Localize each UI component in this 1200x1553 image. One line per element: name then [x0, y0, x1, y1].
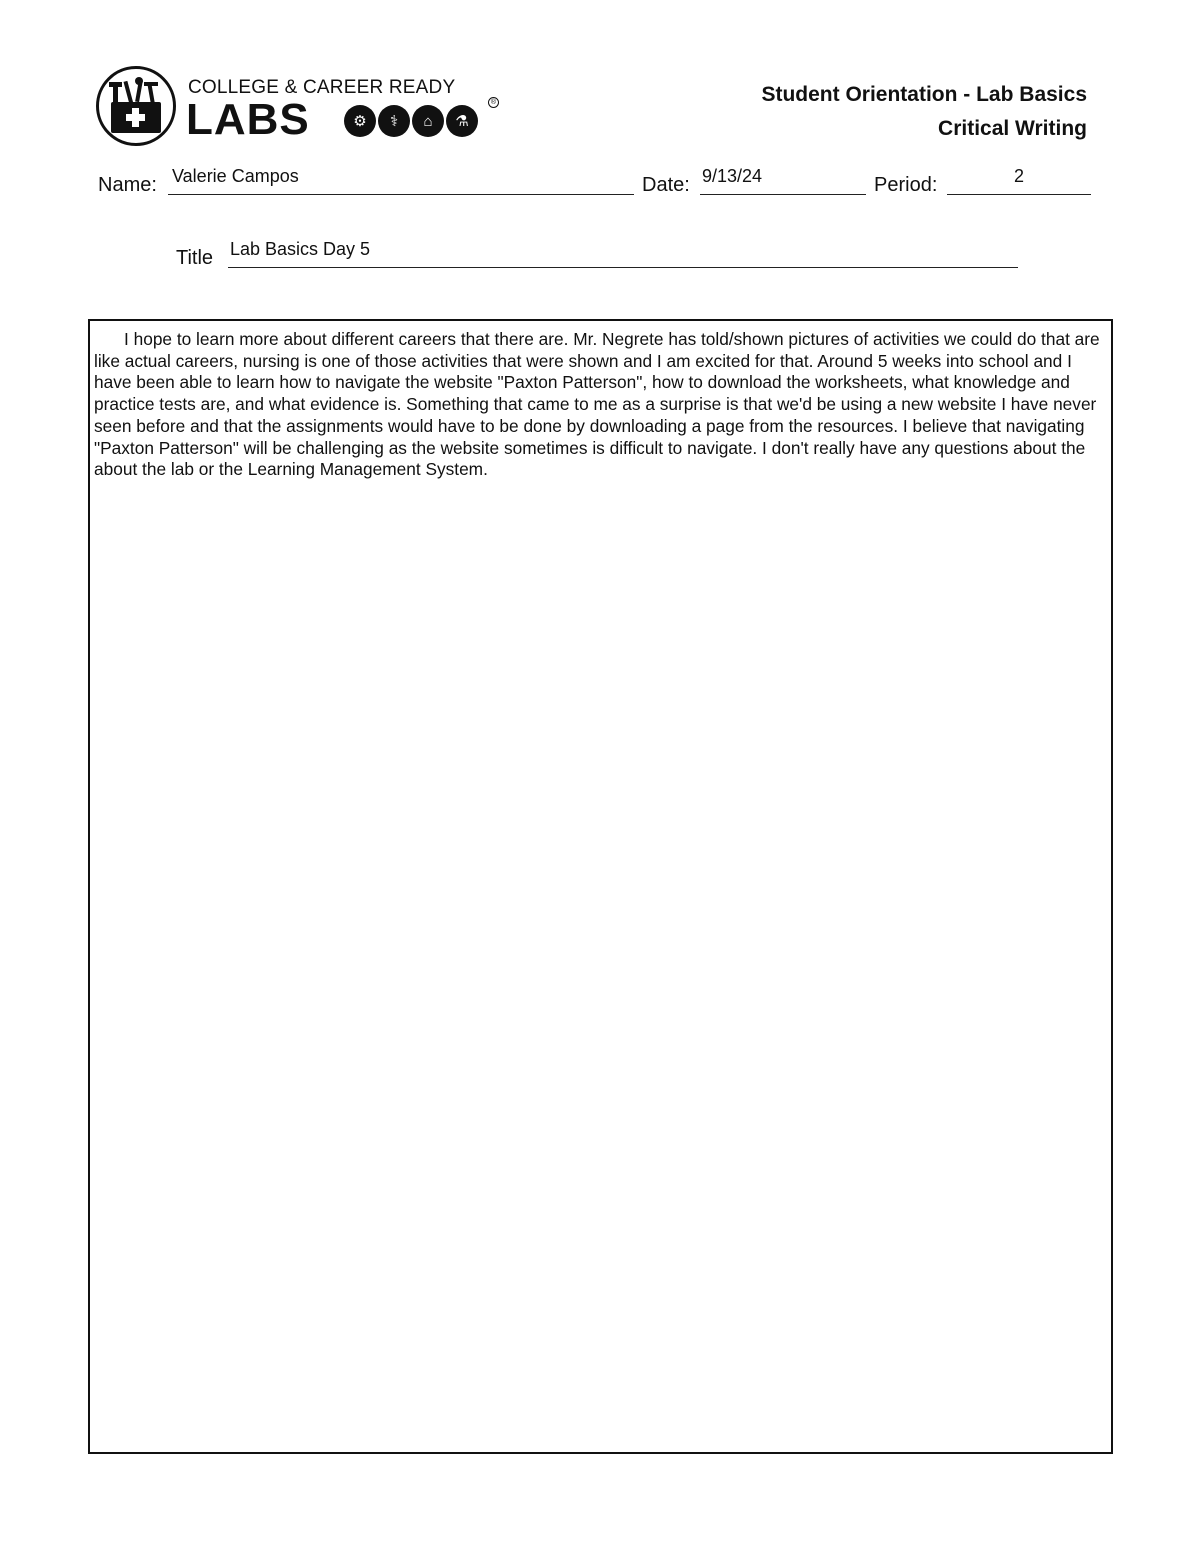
- house-icon: ⌂: [412, 105, 444, 137]
- registered-mark: ®: [488, 97, 499, 108]
- date-line: [700, 194, 866, 195]
- title-label: Title: [176, 247, 214, 269]
- name-line: [168, 194, 634, 195]
- document-title-line-1: Student Orientation - Lab Basics: [761, 83, 1087, 106]
- name-label: Name:: [98, 174, 157, 196]
- date-label: Date:: [642, 174, 690, 196]
- caduceus-icon: ⚕: [378, 105, 410, 137]
- period-label: Period:: [874, 174, 938, 196]
- title-line: [228, 267, 1018, 268]
- period-line: [947, 194, 1091, 195]
- chemistry-icon: ⚗: [446, 105, 478, 137]
- ccr-labs-logo: [96, 66, 506, 152]
- toolbox-icon: [96, 66, 176, 146]
- logo-badges: [344, 105, 478, 141]
- title-field[interactable]: Lab Basics Day 5: [230, 239, 371, 259]
- logo-wordmark: LABS: [186, 95, 310, 144]
- response-box[interactable]: [88, 319, 1113, 1454]
- document-title: [761, 78, 1087, 146]
- logo-tagline: COLLEGE & CAREER READY: [188, 77, 456, 98]
- period-field[interactable]: 2: [1014, 166, 1025, 186]
- date-field[interactable]: 9/13/24: [702, 166, 763, 186]
- name-field[interactable]: Valerie Campos: [172, 166, 299, 186]
- student-info-row: [0, 166, 1200, 199]
- title-row: [0, 239, 1200, 272]
- document-title-line-2: Critical Writing: [938, 117, 1087, 140]
- response-text: I hope to learn more about different careers that there are. Mr. Negrete has told/shown pictures of activities we could do that are like actual careers, nursing is one of those activities that were shown and I am excited for that. Around 5 weeks into school and I have been able to learn how to navigate the website "Paxton Patterson", how to download the worksheets, what knowledge and practice tests are, and what evidence is. Something that came to me as a surprise is that we'd be using a new website I have never seen before and that the assignments would have to be done by downloading a page from the resources. I believe that navigating "Paxton Patterson" will be challenging as the website sometimes is difficult to navigate. I don't really have any questions about the about the lab or the Learning Management System.: [94, 329, 1100, 480]
- gears-icon: ⚙: [344, 105, 376, 137]
